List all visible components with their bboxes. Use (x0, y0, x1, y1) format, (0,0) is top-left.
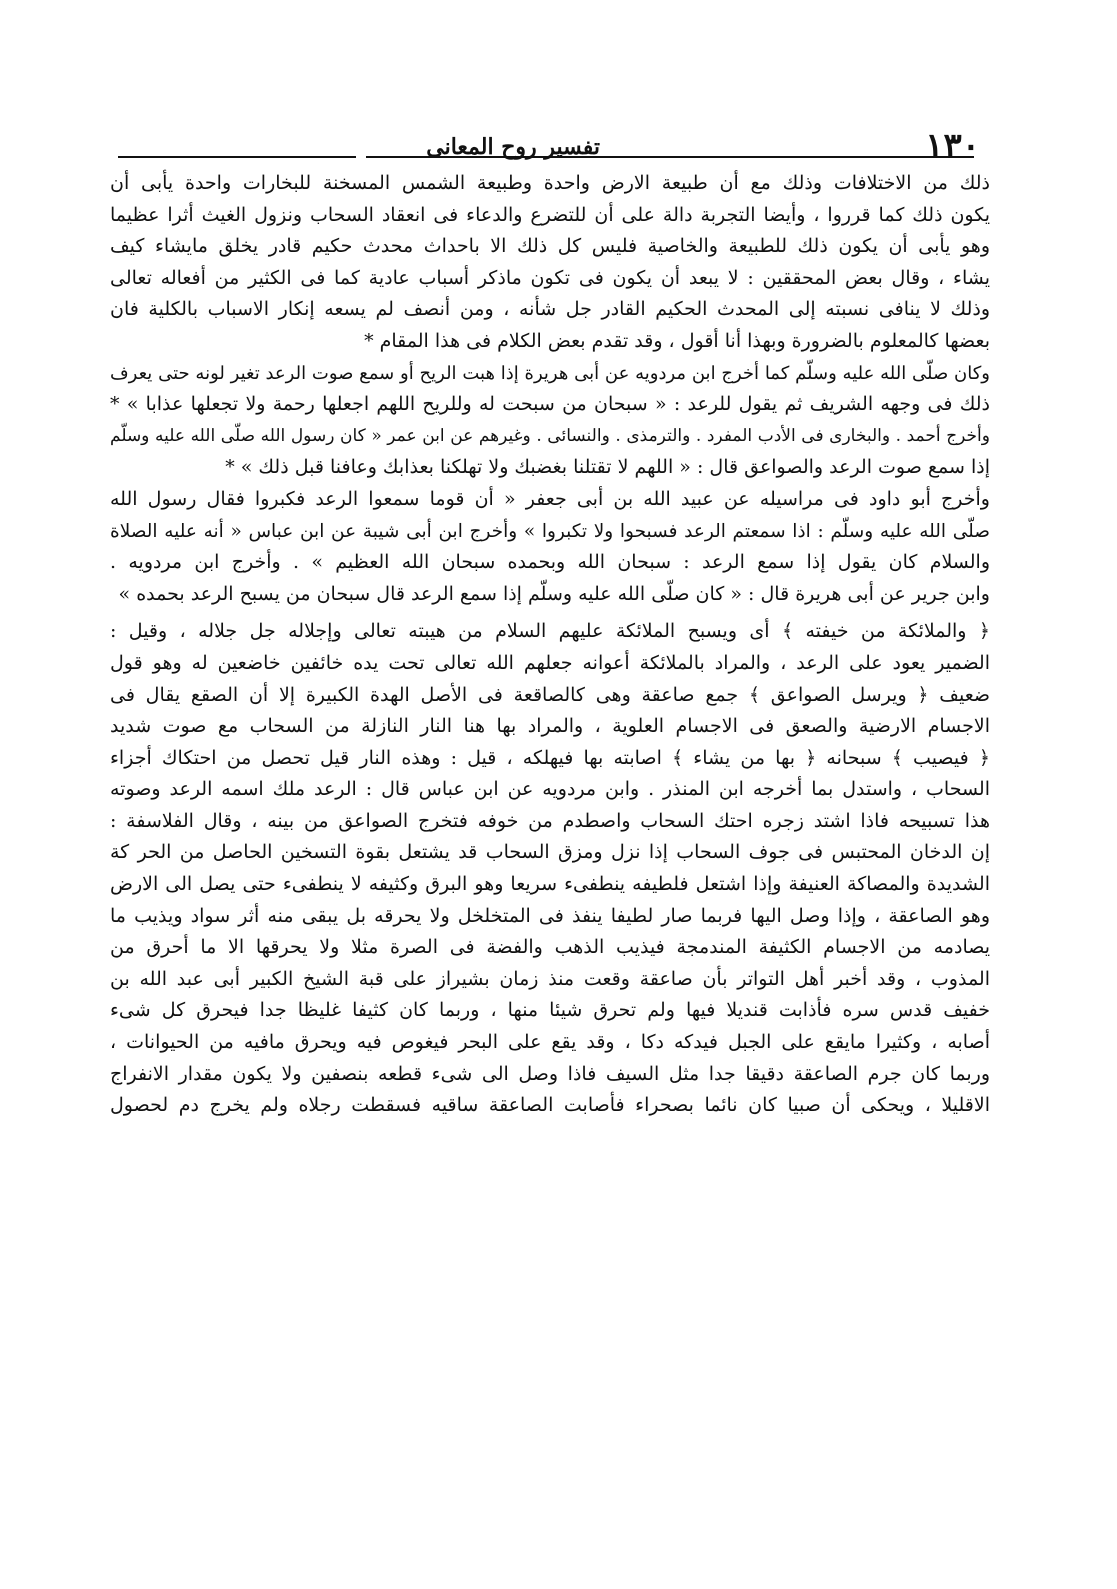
text-line: وكان صلّى الله عليه وسلّم كما أخرج ابن مردويه عن أبى هريرة إذا هبت الريح أو سمع صوت الرعد تغير لونه حتى يعرف (110, 362, 990, 384)
text-line: وربما كان جرم الصاعقة دقيقا جدا مثل السيف فاذا وصل الى شىء قطعه بنصفين ولا يكون مقدار الانفراج (110, 1062, 990, 1085)
header-rule-right (366, 156, 974, 158)
running-title: تفسير روح المعانى (426, 134, 600, 160)
text-line: والسلام كان يقول إذا سمع الرعد : سبحان الله وبحمده سبحان الله العظيم » . وأخرج ابن مردويه . (110, 551, 990, 574)
text-line: ذلك من الاختلافات وذلك مع أن طبيعة الارض واحدة وطبيعة الشمس المسخنة للبخارات واحدة يأبى أن (110, 172, 990, 194)
text-line: ذلك فى وجهه الشريف ثم يقول للرعد : « سبحان من سبحت له وللريح اللهم اجعلها رحمة ولا تجعلها عذابا » * (110, 393, 990, 416)
text-line: هذا تسبيحه فاذا اشتد زجره احتك السحاب واصطدم من خوفه فتخرج الصواعق من بينه ، وقال الفلاسفة : (110, 809, 990, 832)
text-line: ﴿ فيصيب ﴾ سبحانه ﴿ بها من يشاء ﴾ اصابته بها فيهلكه ، قيل : وهذه النار قيل تحصل من احتكاك أجزاء (110, 746, 990, 769)
text-line: بعضها كالمعلوم بالضرورة وبهذا أنا أقول ، وقد تقدم بعض الكلام فى هذا المقام * (364, 329, 990, 352)
text-line: وهو الصاعقة ، وإذا وصل اليها فربما صار لطيفا ينفذ فى المتخلخل ولا يحرقه بل يبقى منه أثر سواد ويذيب ما (110, 904, 990, 927)
text-line: الاجسام الارضية والصعق فى الاجسام العلوية ، والمراد بها هنا النار النازلة من السحاب مع صوت شديد (110, 715, 990, 738)
text-line: يكون ذلك كما قرروا ، وأيضا التجربة دالة على أن للتضرع والدعاء فى انعقاد السحاب ونزول الغيث أثرا عظيما (110, 203, 990, 226)
body-text (110, 168, 990, 1122)
text-line: وذلك لا ينافى نسبته إلى المحدث الحكيم القادر جل شأنه ، ومن أنصف لم يسعه إنكار الاسباب بالكلية فان (110, 298, 990, 321)
text-line: الضمير يعود على الرعد ، والمراد بالملائكة أعوانه جعلهم الله تعالى تحت يده خائفين خاضعين له وهو قول (110, 651, 990, 674)
text-line: أصابه ، وكثيرا مايقع على الجبل فيدكه دكا ، وقد يقع على البحر فيغوص فيه ويحرق مافيه من الحيوانات ، (110, 1031, 990, 1054)
text-line: خفيف قدس سره فأذابت قنديلا فيها ولم تحرق شيئا منها ، وربما كان كثيفا غليظا جدا فيحرق كل شىء (110, 999, 990, 1022)
text-line: إن الدخان المحتبس فى جوف السحاب إذا نزل ومزق السحاب قد يشتعل بقوة التسخين الحاصل من الحر كة (110, 841, 990, 864)
text-line: وهو يأبى أن يكون ذلك للطبيعة والخاصية فليس كل ذلك الا باحداث محدث حكيم قادر يخلق مايشاء كيف (110, 235, 990, 258)
page-header (120, 128, 990, 164)
page-number: ١٣٠ (925, 126, 980, 166)
text-line: إذا سمع صوت الرعد والصواعق قال : « اللهم لا تقتلنا بغضبك ولا تهلكنا بعذابك وعافنا قبل ذلك » * (225, 456, 990, 479)
text-line: وأخرج أبو داود فى مراسيله عن عبيد الله بن أبى جعفر « أن قوما سمعوا الرعد فكبروا فقال رسول الله (110, 487, 990, 510)
text-line: الشديدة والمصاكة العنيفة وإذا اشتعل فلطيفه ينطفىء سريعا وهو البرق وكثيفه لا ينطفىء حتى يصل الى الارض (110, 873, 990, 896)
text-line: وابن جرير عن أبى هريرة قال : « كان صلّى الله عليه وسلّم إذا سمع الرعد قال سبحان من يسبح الرعد بحمده » (118, 582, 990, 605)
text-line: يشاء ، وقال بعض المحققين : لا يبعد أن يكون فى تكون ماذكر أسباب عادية كما فى الكثير من أفعاله تعالى (110, 266, 990, 289)
header-rule-left (118, 156, 356, 158)
text-line: ﴿ والملائكة من خيفته ﴾ أى ويسبح الملائكة عليهم السلام من هيبته تعالى وإجلاله جل جلاله ، وقيل : (110, 620, 990, 643)
text-line: السحاب ، واستدل بما أخرجه ابن المنذر . وابن مردويه عن ابن عباس قال : الرعد ملك اسمه الرعد وصوته (110, 778, 990, 801)
text-line: يصادمه من الاجسام الكثيفة المندمجة فيذيب الذهب والفضة فى الصرة مثلا ولا يحرقها الا ما أحرق من (110, 936, 990, 959)
text-line: وأخرج أحمد . والبخارى فى الأدب المفرد . والترمذى . والنسائى . وغيرهم عن ابن عمر « كان رسول الله صلّى الله عليه وسلّم (110, 425, 990, 446)
text-line: المذوب ، وقد أخبر أهل التواتر بأن صاعقة وقعت منذ زمان بشيراز على قبة الشيخ الكبير أبى عبد الله بن (110, 967, 990, 990)
text-line: ضعيف ﴿ ويرسل الصواعق ﴾ جمع صاعقة وهى كالصاقعة فى الأصل الهدة الكبيرة إلا أن الصقع يقال فى (110, 683, 990, 706)
text-line: صلّى الله عليه وسلّم : اذا سمعتم الرعد فسبحوا ولا تكبروا » وأخرج ابن أبى شيبة عن ابن عباس « أنه عليه الصلاة (110, 520, 990, 542)
text-line: الاقليلا ، ويحكى أن صبيا كان نائما بصحراء فأصابت الصاعقة ساقيه فسقطت رجلاه ولم يخرج دم لحصول (110, 1094, 990, 1117)
